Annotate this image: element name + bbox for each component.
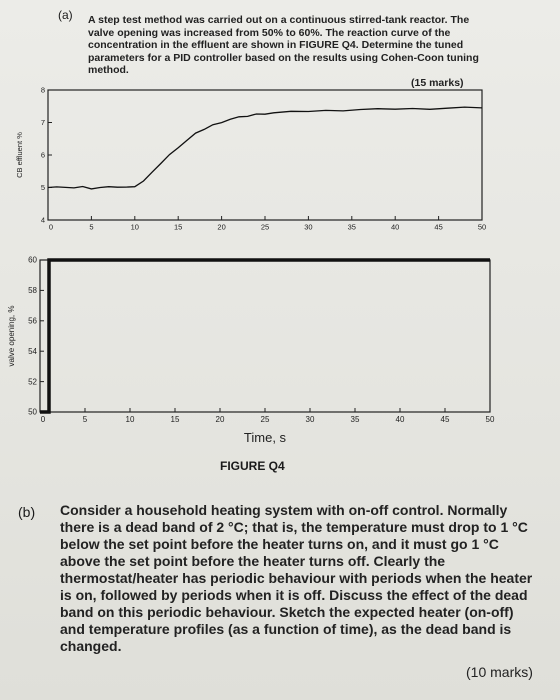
x-tick-label: 40 bbox=[391, 222, 400, 232]
x-tick-label: 25 bbox=[260, 415, 270, 424]
x-tick-label: 15 bbox=[174, 222, 183, 232]
y-tick-label: 60 bbox=[28, 255, 37, 265]
x-tick-label: 45 bbox=[440, 415, 450, 424]
y-tick-label: 7 bbox=[40, 118, 45, 127]
x-tick-label: 35 bbox=[350, 415, 360, 424]
plot-frame bbox=[40, 260, 490, 412]
y-tick-label: 4 bbox=[40, 215, 45, 225]
x-tick-label: 10 bbox=[130, 222, 139, 232]
x-tick-label: 20 bbox=[217, 222, 226, 232]
x-tick-label: 5 bbox=[82, 415, 88, 424]
figure-caption: FIGURE Q4 bbox=[220, 459, 285, 473]
question-a-text: A step test method was carried out on a continuous stirred-tank reactor. The valve opening was increased from 50% to 60%. The reaction curve of the concentration in the effluent are shown in FIGURE Q4. Determine the tuned parameters for a PID controller based on the results using Cohen-Coon tuning method. bbox=[88, 14, 479, 76]
question-a-label: (a) bbox=[58, 8, 73, 22]
chart-cb-effluent bbox=[0, 80, 560, 250]
x-tick-label: 25 bbox=[260, 222, 270, 232]
x-tick-label: 30 bbox=[304, 222, 313, 232]
y-tick-label: 56 bbox=[28, 316, 37, 326]
y-tick-label: 50 bbox=[28, 407, 37, 417]
x-tick-label: 45 bbox=[434, 222, 443, 232]
y-tick-label: 52 bbox=[28, 377, 37, 387]
series-line bbox=[40, 260, 490, 412]
question-b-label: (b) bbox=[18, 504, 36, 520]
y-tick-label: 58 bbox=[28, 286, 37, 296]
y-axis-label: valve opening, % bbox=[7, 305, 16, 367]
question-a-marks: (15 marks) bbox=[411, 77, 464, 89]
y-axis-label: CB effluent % bbox=[15, 132, 24, 178]
chart-valve-opening bbox=[0, 250, 560, 455]
x-tick-label: 0 bbox=[48, 222, 54, 232]
x-tick-label: 10 bbox=[125, 415, 135, 424]
plot-frame bbox=[48, 90, 482, 220]
x-tick-label: 50 bbox=[477, 222, 487, 232]
question-b-text: Consider a household heating system with on-off control. Normally there is a dead band of 2 °C; that is, the temperature must drop to 1 °C below the set point before the heater turns on, and it must go 1 °C above the set point before the heater turns off. Clearly the thermostat/heater has periodic behaviour with periods when the heater is on, followed by periods when it is off. Discuss the effect of the dead band on this periodic behaviour. Sketch the expected heater (on-off) and temperature profiles (as a function of time), as the dead band is changed. bbox=[60, 502, 533, 654]
y-tick-label: 5 bbox=[40, 183, 45, 192]
x-tick-label: 50 bbox=[485, 415, 495, 424]
x-tick-label: 20 bbox=[215, 415, 225, 424]
x-tick-label: 35 bbox=[347, 222, 356, 232]
y-tick-label: 8 bbox=[40, 85, 45, 95]
x-tick-label: 40 bbox=[395, 415, 405, 424]
x-tick-label: 30 bbox=[305, 415, 315, 424]
question-b-marks: (10 marks) bbox=[466, 664, 533, 680]
y-tick-label: 54 bbox=[28, 346, 37, 356]
x-tick-label: 5 bbox=[89, 222, 94, 232]
series-line bbox=[48, 107, 482, 189]
x-tick-label: 15 bbox=[170, 415, 180, 424]
x-tick-label: 0 bbox=[40, 415, 46, 424]
x-axis-label: Time, s bbox=[243, 430, 287, 445]
y-tick-label: 6 bbox=[40, 150, 45, 160]
